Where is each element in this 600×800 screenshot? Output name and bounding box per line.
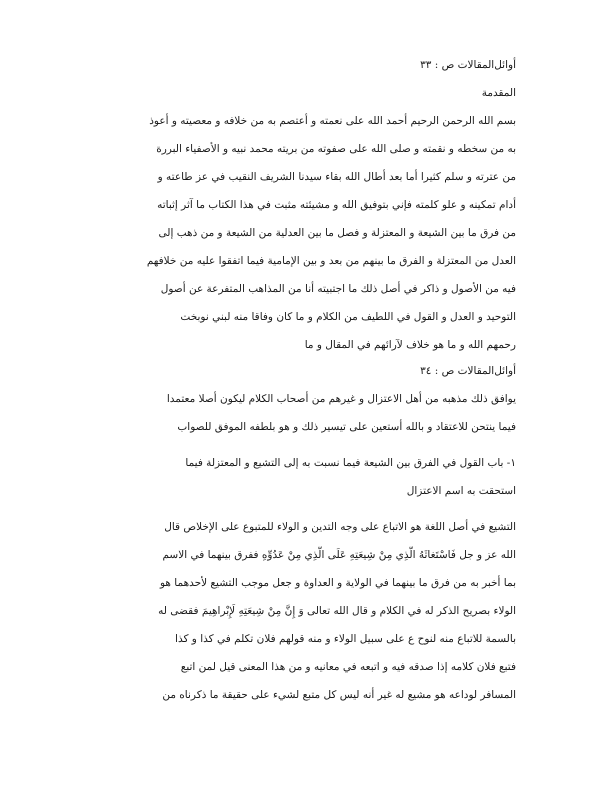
text-line: بالسمة للاتباع منه لنوح ع على سبيل الولاء و منه قولهم فلان تكلم في كذا و كذا <box>175 633 516 645</box>
text-line: أدام تمكينه و علو كلمته فإني بتوفيق الله و مشيئته مثبت في هذا الكتاب ما آثر إثباته <box>157 199 516 211</box>
text-line-quran-quote: الولاء بصريح الذكر له في الكلام و قال الله تعالى وَ إِنَّ مِنْ شِيعَتِهِ لَإِبْراهِيمَ فقضى له <box>158 605 516 617</box>
text-line: من عترته و سلم كثيرا أما بعد أطال الله بقاء سيدنا الشريف النقيب في عز طاعته و <box>157 171 516 183</box>
text-line: يوافق ذلك مذهبه من أهل الاعتزال و غيرهم من أصحاب الكلام ليكون أصلا معتمدا <box>166 393 516 405</box>
page-reference-33: أوائل‌المقالات ص : ٣٣ <box>420 59 516 71</box>
text-line: به من سخطه و نقمته و صلى الله على صفوته من بريته محمد نبيه و الأصفياء البررة <box>156 143 516 155</box>
page-reference-34: أوائل‌المقالات ص : ٣٤ <box>420 365 516 377</box>
text-line: من فرق ما بين الشيعة و المعتزلة و فصل ما بين العدلية من الشيعة و من ذهب إلى <box>158 227 516 239</box>
text-line: العدل من المعتزلة و الفرق ما بينهم من بعد و بين الإمامية فيما اتفقوا عليه من خلافهم <box>146 255 516 267</box>
text-line-quran-quote: الله عز و جل فَاسْتَغاثَهُ الَّذِي مِنْ شِيعَتِهِ عَلَى الَّذِي مِنْ عَدُوِّهِ ففرق بينهما في الاسم <box>162 549 516 561</box>
text-line: بما أخبر به من فرق ما بينهما في الولاية و العداوة و جعل موجب التشيع لأحدهما هو <box>160 577 516 589</box>
text-line: فيه من الأصول و ذاكر في أصل ذلك ما اجتبيته أنا من المذاهب المتفرعة عن أصول <box>160 283 516 295</box>
document-page <box>86 56 516 756</box>
text-line: بسم الله الرحمن الرحيم أحمد الله على نعمته و أعتصم به من خلافه و معصيته و أعوذ <box>149 115 516 127</box>
text-line: التوحيد و العدل و القول في اللطيف من الكلام و ما كان وفاقا منه لبني نوبخت <box>180 311 516 323</box>
section-heading-introduction: المقدمة <box>481 87 516 99</box>
text-line: فتبع فلان كلامه إذا صدقه فيه و اتبعه في معانيه و من هذا المعنى قيل لمن اتبع <box>180 661 516 673</box>
text-line: فيما ينتحن للاعتقاد و بالله أستعين على تيسير ذلك و هو بلطفه الموفق للصواب <box>177 421 516 433</box>
text-line: رحمهم الله و ما هو خلاف لآرائهم في المقال و ما <box>304 339 516 351</box>
text-line: المسافر لوداعه هو مشيع له غير أنه ليس كل متبع لشيء على حقيقة ما ذكرناه من <box>162 689 516 701</box>
text-line: التشيع في أصل اللغة هو الاتباع على وجه التدين و الولاء للمتبوع على الإخلاص قال <box>164 521 516 533</box>
chapter-heading: ١- باب القول في الفرق بين الشيعة فيما نسبت به إلى التشيع و المعتزلة فيما <box>185 457 516 469</box>
chapter-heading-continued: استحقت به اسم الاعتزال <box>406 485 516 497</box>
